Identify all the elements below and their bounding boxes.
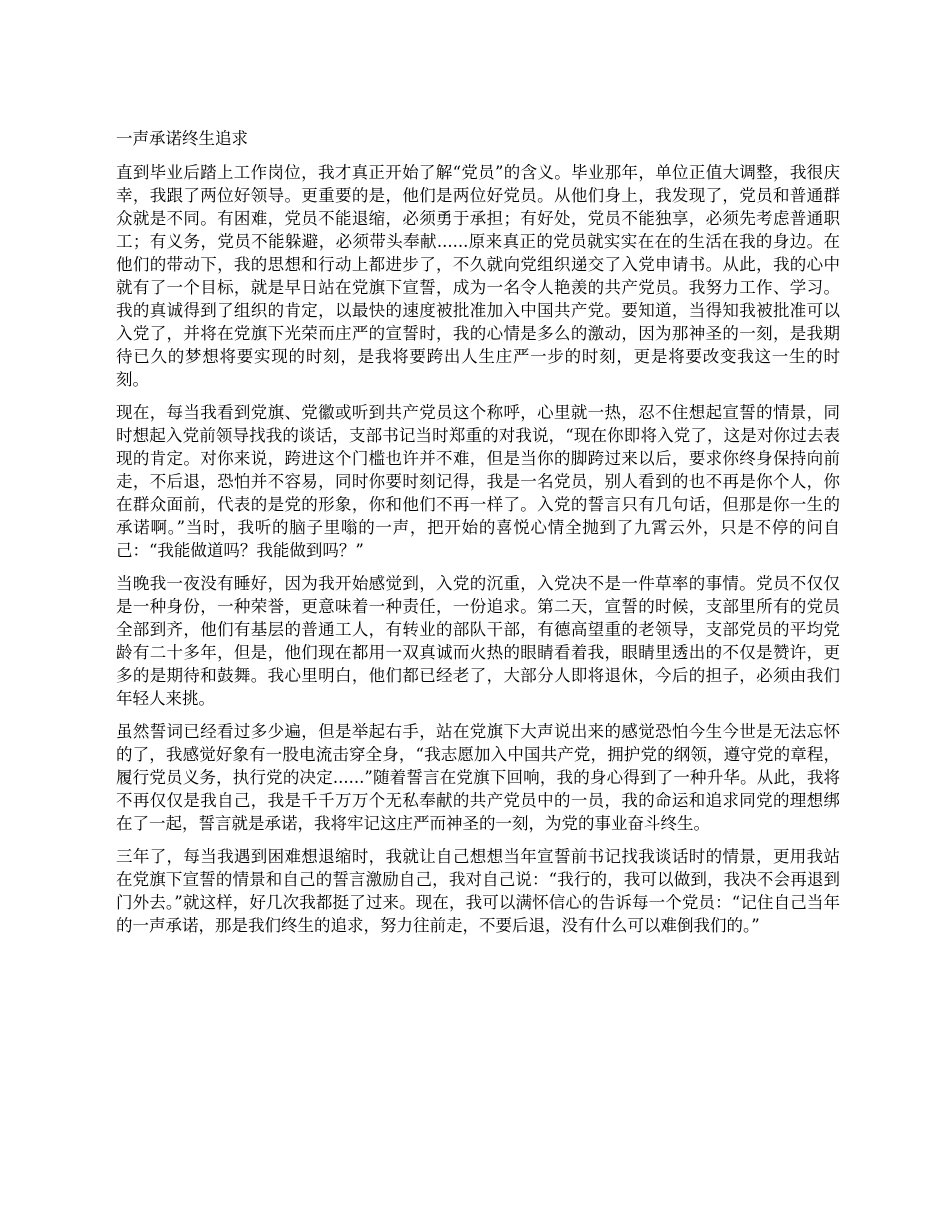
paragraph-3: 当晚我一夜没有睡好，因为我开始感觉到，入党的沉重，入党决不是一件草率的事情。党员不仅仅是一种身份，一种荣誉，更意味着一种责任，一份追求。第二天，宣誓的时候，支部里所有的党员全部到齐，他们有基层的普通工人，有转业的部队干部，有德高望重的老领导，支部党员的平均党龄有二十多年，但是，他们现在都用一双真诚而火热的眼睛看着我，眼睛里透出的不仅是赞许，更多的是期待和鼓舞。我心里明白，他们都已经老了，大部分人即将退休，今后的担子，必须由我们年轻人来挑。 bbox=[116, 574, 840, 708]
paragraph-2: 现在，每当我看到党旗、党徽或听到共产党员这个称呼，心里就一热，忍不住想起宣誓的情景，同时想起入党前领导找我的谈话，支部书记当时郑重的对我说，“现在你即将入党了，这是对你过去表现的肯定。对你来说，跨进这个门槛也许并不难，但是当你的脚跨过来以后，要求你终身保持向前走，不后退，恐怕并不容易，同时你要时刻记得，我是一名党员，别人看到的也不再是你个人，你在群众面前，代表的是党的形象，你和他们不再一样了。入党的誓言只有几句话，但那是你一生的承诺啊。”当时，我听的脑子里嗡的一声，把开始的喜悦心情全抛到了九霄云外，只是不停的问自己：“我能做道吗？我能做到吗？” bbox=[116, 403, 840, 560]
document-title: 一声承诺终生追求 bbox=[116, 129, 248, 148]
paragraph-4: 虽然誓词已经看过多少遍，但是举起右手，站在党旗下大声说出来的感觉恐怕今生今世是无法忘怀的了，我感觉好象有一股电流击穿全身，“我志愿加入中国共产党，拥护党的纲领，遵守党的章程，履行党员义务，执行党的决定......”随着誓言在党旗下回响，我的身心得到了一种升华。从此，我将不再仅仅是我自己，我是千千万万个无私奉献的共产党员中的一员，我的命运和追求同党的理想绑在了一起，誓言就是承诺，我将牢记这庄严而神圣的一刻，为党的事业奋斗终生。 bbox=[116, 722, 840, 833]
paragraph-1: 直到毕业后踏上工作岗位，我才真正开始了解“党员”的含义。毕业那年，单位正值大调整，我很庆幸，我跟了两位好领导。更重要的是，他们是两位好党员。从他们身上，我发现了，党员和普通群众就是不同。有困难，党员不能退缩，必须勇于承担；有好处，党员不能独享，必须先考虑普通职工；有义务，党员不能躲避，必须带头奉献......原来真正的党员就实实在在的生活在我的身边。在他们的带动下，我的思想和行动上都进步了，不久就向党组织递交了入党申请书。从此，我的心中就有了一个目标，就是早日站在党旗下宣誓，成为一名令人艳羡的共产党员。我努力工作、学习。我的真诚得到了组织的肯定，以最快的速度被批准加入中国共产党。要知道，当得知我被批准可以入党了，并将在党旗下光荣而庄严的宣誓时，我的心情是多么的激动，因为那神圣的一刻，是我期待已久的梦想将要实现的时刻，是我将要跨出人生庄严一步的时刻，更是将要改变我这一生的时刻。 bbox=[116, 163, 840, 389]
paragraph-5: 三年了，每当我遇到困难想退缩时，我就让自己想想当年宣誓前书记找我谈话时的情景，更用我站在党旗下宣誓的情景和自己的誓言激励自己，我对自己说：“我行的，我可以做到，我决不会再退到门外去。”就这样，好几次我都挺了过来。现在，我可以满怀信心的告诉每一个党员：“记住自己当年的一声承诺，那是我们终生的追求，努力往前走，不要后退，没有什么可以难倒我们的。” bbox=[116, 847, 840, 935]
document-page bbox=[116, 127, 840, 947]
